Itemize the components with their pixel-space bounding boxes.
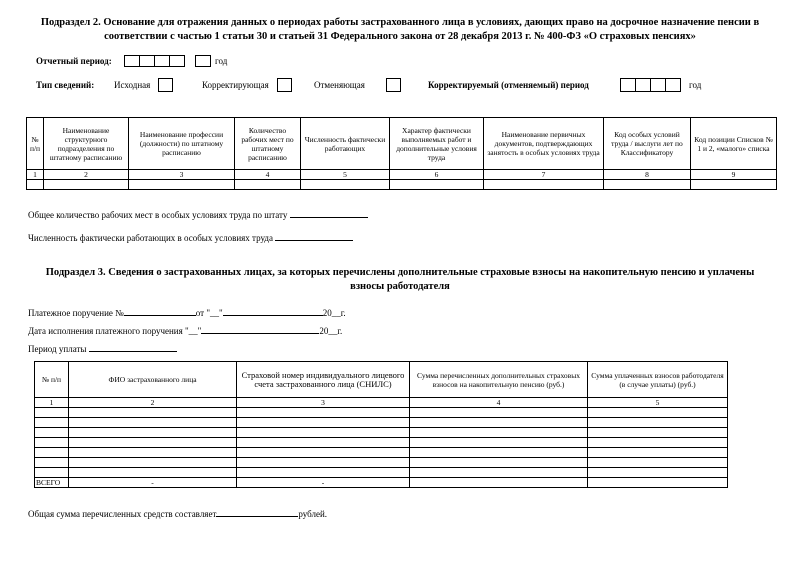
- s3-col-number: 4: [410, 398, 588, 408]
- actual-workers-label: Численность фактически работающих в особых условиях труда: [28, 233, 273, 243]
- s3-col-number: 3: [237, 398, 410, 408]
- s3-table: [34, 361, 728, 488]
- type-initial-checkbox[interactable]: [158, 78, 173, 92]
- corrected-period-cells[interactable]: [620, 78, 684, 92]
- s3-col-header: Сумма перечисленных дополнительных страховых взносов на накопительную пенсию (руб.): [410, 362, 588, 398]
- s3-col-header: Страховой номер индивидуального лицевого счета застрахованного лица (СНИЛС): [237, 362, 410, 398]
- total-row: [35, 478, 728, 488]
- s2-title-line2: соответствии с частью 1 статьи 30 и статьей 31 Федерального закона от 28 декабря 2013 г. № 400-ФЗ «О страховых пенсиях»: [104, 31, 696, 42]
- s3-col-header: № п/п: [35, 362, 69, 398]
- s2-col-header: Численность фактически работающих: [301, 118, 390, 170]
- s2-col-header: Характер фактически выполняемых работ и дополнительные условия труда: [390, 118, 484, 170]
- exec-date-field[interactable]: [201, 323, 319, 334]
- payment-order-number-field[interactable]: [124, 305, 196, 316]
- total-label: ВСЕГО: [35, 478, 69, 488]
- s2-col-number: 8: [604, 170, 691, 180]
- total-sum-cell[interactable]: [410, 478, 588, 488]
- payment-period-label: Период уплаты: [28, 344, 87, 354]
- type-initial-label: Исходная: [114, 80, 151, 90]
- s2-col-number: 2: [44, 170, 129, 180]
- total-sum-suffix: рублей.: [298, 509, 328, 519]
- table-row[interactable]: [35, 428, 728, 438]
- s2-col-number: 6: [390, 170, 484, 180]
- type-corrective-checkbox[interactable]: [277, 78, 292, 92]
- report-period-label: Отчетный период:: [36, 56, 112, 66]
- s2-col-number: 5: [301, 170, 390, 180]
- table-row[interactable]: [35, 448, 728, 458]
- total-jobs-field[interactable]: [290, 207, 368, 218]
- actual-workers-field[interactable]: [275, 230, 353, 241]
- s2-col-number: 9: [691, 170, 777, 180]
- s3-col-header: Сумма уплаченных взносов работодателя (в случае уплаты) (руб.): [588, 362, 728, 398]
- total-sum-field[interactable]: [216, 506, 298, 517]
- corrected-period-label: Корректируемый (отменяемый) период: [428, 80, 589, 90]
- total-name-dash: -: [69, 478, 237, 488]
- table-row[interactable]: [35, 468, 728, 478]
- s2-col-header: Наименование профессии (должности) по штатному расписанию: [129, 118, 235, 170]
- table-row[interactable]: [35, 438, 728, 448]
- total-jobs-label: Общее количество рабочих мест в особых условиях труда по штату: [28, 210, 288, 220]
- s3-col-number: 2: [69, 398, 237, 408]
- type-cancel-label: Отменяющая: [314, 80, 365, 90]
- payment-order-prefix: Платежное поручение №: [28, 308, 124, 318]
- s2-col-header: Код позиции Списков № 1 и 2, «малого» списка: [691, 118, 777, 170]
- s2-col-number: 7: [484, 170, 604, 180]
- total-snils-dash: -: [237, 478, 410, 488]
- total-sum-line: [28, 506, 327, 519]
- payment-period-line: [28, 341, 177, 354]
- total-employer-cell[interactable]: [588, 478, 728, 488]
- actual-workers-line: [28, 230, 353, 243]
- s2-col-number: 3: [129, 170, 235, 180]
- payment-order-from: от "__": [195, 308, 223, 318]
- year-label: год: [215, 56, 228, 66]
- s2-col-header: Количество рабочих мест по штатному расписанию: [235, 118, 301, 170]
- report-period-cells[interactable]: [124, 55, 188, 67]
- exec-date-year: 20__г.: [319, 326, 343, 336]
- s2-col-header: Код особых условий труда / выслуги лет по Классификатору: [604, 118, 691, 170]
- s2-col-number: 4: [235, 170, 301, 180]
- s2-col-header: № п/п: [27, 118, 44, 170]
- table-row[interactable]: [27, 180, 777, 190]
- s2-col-header: Наименование первичных документов, подтверждающих занятость в особых условиях труда: [484, 118, 604, 170]
- s3-title-line2: взносы работодателя: [350, 281, 450, 292]
- exec-date-prefix: Дата исполнения платежного поручения "__": [28, 326, 202, 336]
- table-row[interactable]: [35, 418, 728, 428]
- table-row[interactable]: [35, 458, 728, 468]
- s2-table: [26, 117, 777, 190]
- total-jobs-line: [28, 207, 368, 220]
- table-row[interactable]: [35, 408, 728, 418]
- payment-order-date-field[interactable]: [223, 305, 323, 316]
- payment-period-field[interactable]: [89, 341, 177, 352]
- s2-col-header: Наименование структурного подразделения по штатному расписанию: [44, 118, 129, 170]
- total-sum-prefix: Общая сумма перечисленных средств составляет: [28, 509, 217, 519]
- report-period-year-box[interactable]: [195, 55, 211, 67]
- s3-title-line1: Подраздел 3. Сведения о застрахованных лицах, за которых перечислены дополнительные страховые взносы на накопительную пенсию и уплачены: [45, 267, 755, 278]
- exec-date-line: [28, 323, 342, 336]
- s3-col-number: 1: [35, 398, 69, 408]
- type-corrective-label: Корректирующая: [202, 80, 269, 90]
- s3-col-number: 5: [588, 398, 728, 408]
- payment-order-year: 20__г.: [322, 308, 346, 318]
- s3-col-header: ФИО застрахованного лица: [69, 362, 237, 398]
- s2-col-number: 1: [27, 170, 44, 180]
- type-cancel-checkbox[interactable]: [386, 78, 401, 92]
- info-type-label: Тип сведений:: [36, 80, 95, 90]
- s2-title-line1: Подраздел 2. Основание для отражения данных о периодах работы застрахованного лица в условиях, дающих право на досрочное назначение пенсии в: [40, 17, 760, 28]
- payment-order-line: [28, 305, 346, 318]
- year-label-2: год: [689, 80, 702, 90]
